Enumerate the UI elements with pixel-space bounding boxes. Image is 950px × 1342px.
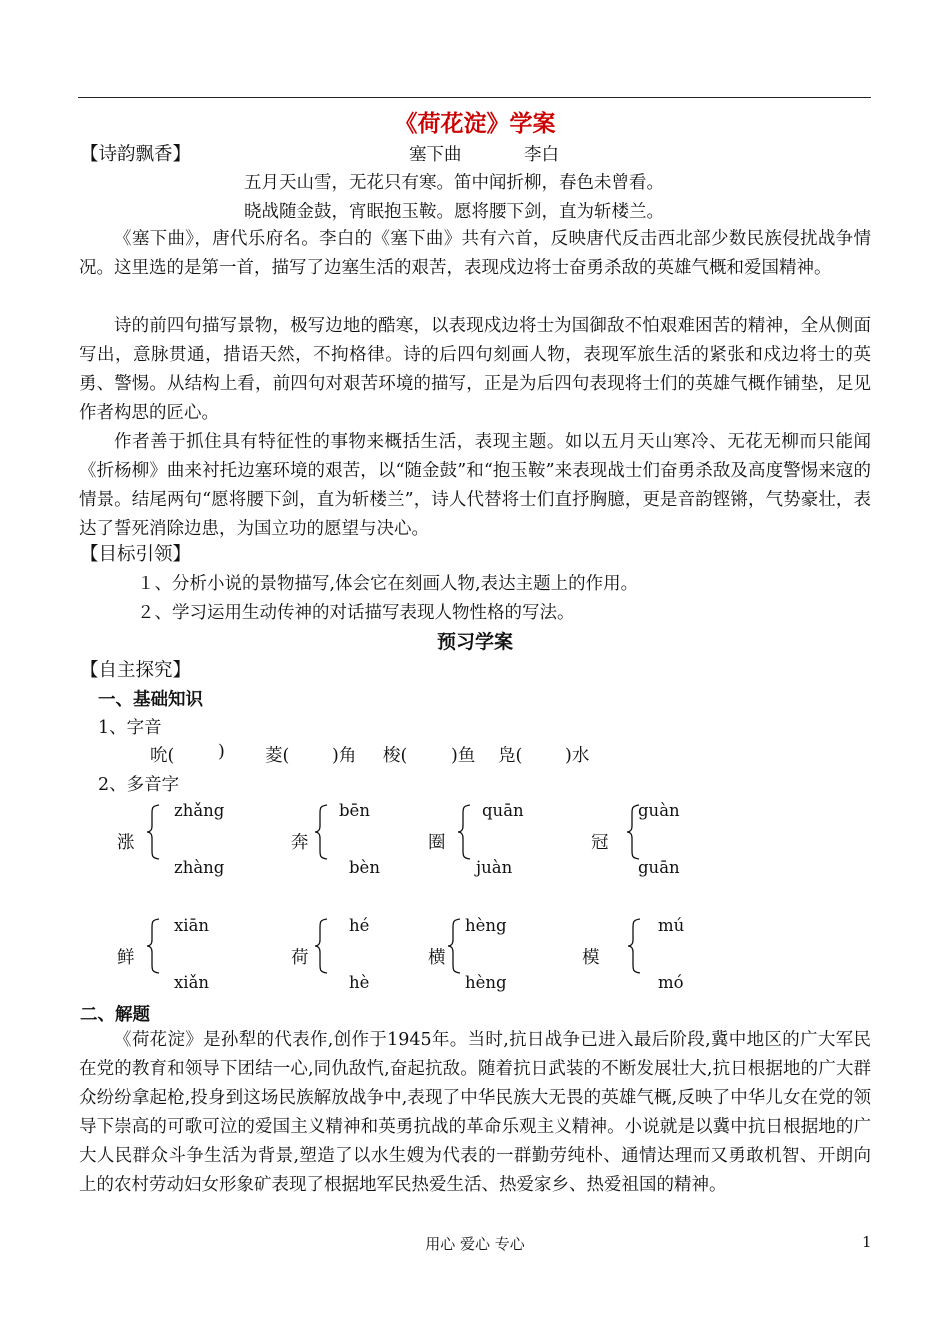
sound-blank: )鱼 [451, 746, 476, 766]
brace-icon [457, 804, 471, 860]
brace-icon [314, 804, 328, 860]
subheading-topic: 二、解题 [80, 1005, 150, 1025]
polyphone-char: 鲜 [117, 948, 135, 968]
polyphone-char: 荷 [291, 948, 309, 968]
section-heading-poem: 【诗韵飘香】 [80, 144, 192, 165]
pinyin: hèng [465, 973, 507, 992]
poem-line: 五月天山雪，无花只有寒。笛中闻折柳，春色未曾看。 [244, 173, 664, 193]
page-number: 1 [862, 1233, 872, 1251]
brace-icon [314, 918, 328, 974]
item-pronunciation: 1、字音 [98, 718, 162, 738]
page-title: 《荷花淀》学案 [394, 110, 556, 137]
sound-char: 吮( [150, 746, 175, 766]
polyphone-char: 圈 [428, 833, 446, 853]
paragraph: 《荷花淀》是孙犁的代表作,创作于1945年。当时,抗日战争已进入最后阶段,冀中地区的广大军民在党的教育和领导下团结一心,同仇敌忾,奋起抗敌。随着抗日武装的不断发展壮大,抗日根据地的广大群众纷纷拿起枪,投身到这场民族解放战争中,表现了中华民族大无畏的英雄气概,反映了中华儿女在党的领导下崇高的可歌可泣的爱国主义精神和英勇抗战的革命乐观主义精神。小说就是以冀中抗日根据地的广大人民群众斗争生活为背景,塑造了以水生嫂为代表的一群勤劳纯朴、通情达理而又勇敢机智、开朗向上的农村劳动妇女形象矿表现了根据地军民热爱生活、热爱家乡、热爱祖国的精神。 [79, 1030, 871, 1195]
preview-title: 预习学案 [436, 631, 513, 653]
poem-title: 塞下曲 [409, 145, 462, 165]
sound-blank: )角 [332, 746, 357, 766]
poem-author: 李白 [524, 145, 559, 165]
item-polyphones: 2、多音字 [98, 775, 180, 795]
polyphone-char: 横 [428, 948, 446, 968]
pinyin: quān [482, 801, 524, 820]
pinyin: hè [349, 973, 370, 992]
pinyin: guān [638, 858, 680, 877]
pinyin: bēn [339, 801, 370, 820]
header-rule [78, 97, 871, 98]
sound-blank: )水 [565, 746, 590, 766]
paragraph: 作者善于抓住具有特征性的事物来概括生活，表现主题。如以五月天山寒冷、无花无柳而只能闻《折杨柳》曲来衬托边塞环境的艰苦，以“随金鼓”和“抱玉鞍”来表现战士们奋勇杀敌及高度警惕来寇的情景。结尾两句“愿将腰下剑，直为斩楼兰”，诗人代替将士们直抒胸臆，更是音韵铿锵，气势豪壮，表达了誓死消除边患，为国立功的愿望与决心。 [79, 432, 871, 539]
section-heading-explore: 【自主探究】 [80, 660, 192, 681]
polyphone-char: 奔 [291, 833, 309, 853]
pinyin: mú [658, 916, 685, 935]
subheading-basic: 一、基础知识 [98, 690, 203, 710]
poem-line: 晓战随金鼓，宵眠抱玉鞍。愿将腰下剑，直为斩楼兰。 [244, 202, 664, 222]
brace-icon [447, 918, 461, 974]
polyphone-char: 冠 [591, 833, 609, 853]
pinyin: bèn [349, 858, 380, 877]
goal-item: ２、学习运用生动传神的对话描写表现人物性格的写法。 [137, 603, 575, 623]
sound-char: 菱( [265, 746, 290, 766]
footer-motto: 用心 爱心 专心 [425, 1235, 525, 1253]
section-heading-goals: 【目标引领】 [80, 544, 192, 565]
goal-item: １、分析小说的景物描写,体会它在刻画人物,表达主题上的作用。 [137, 574, 639, 594]
brace-icon [146, 804, 160, 860]
polyphone-char: 涨 [117, 833, 135, 853]
pinyin: mó [658, 973, 684, 992]
polyphone-char: 模 [582, 948, 600, 968]
pinyin: hé [349, 916, 370, 935]
pinyin: juàn [476, 858, 513, 877]
brace-icon [627, 918, 641, 974]
pinyin: zhàng [174, 858, 225, 877]
pinyin: xiǎn [174, 973, 210, 992]
sound-char: 梭( [383, 746, 408, 766]
pinyin: zhǎng [174, 801, 225, 820]
paragraph: 诗的前四句描写景物，极写边地的酷寒，以表现戍边将士为国御敌不怕艰难困苦的精神，全从侧面写出，意脉贯通，措语天然，不拘格律。诗的后四句刻画人物，表现军旅生活的紧张和戍边将士的英勇、警惕。从结构上看，前四句对艰苦环境的描写，正是为后四句表现将士们的英雄气概作铺垫，足见作者构思的匠心。 [79, 316, 871, 423]
sound-blank: ) [218, 742, 225, 762]
pinyin: xiān [174, 916, 210, 935]
pinyin: guàn [638, 801, 680, 820]
brace-icon [146, 918, 160, 974]
sound-char: 凫( [498, 746, 523, 766]
paragraph: 《塞下曲》，唐代乐府名。李白的《塞下曲》共有六首，反映唐代反击西北部少数民族侵扰战争情况。这里选的是第一首，描写了边塞生活的艰苦，表现戍边将士奋勇杀敌的英雄气概和爱国精神。 [79, 229, 871, 278]
pinyin: hèng [465, 916, 507, 935]
